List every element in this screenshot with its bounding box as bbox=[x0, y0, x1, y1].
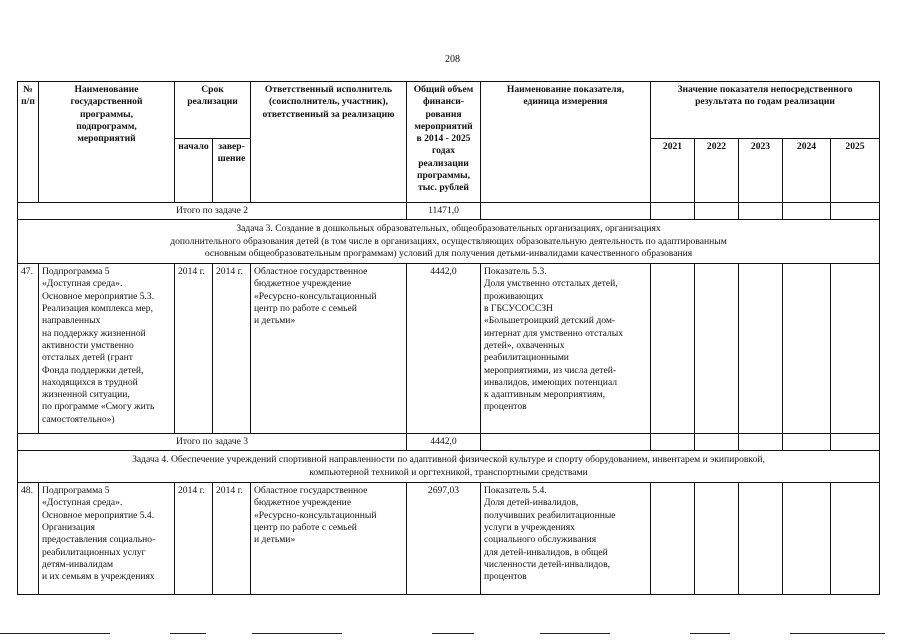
table-row-47 bbox=[18, 264, 880, 434]
empty-cell bbox=[651, 203, 695, 220]
program-table bbox=[17, 81, 880, 595]
empty-cell bbox=[695, 264, 739, 434]
empty-cell bbox=[739, 203, 783, 220]
row48-volume: 2697,03 bbox=[407, 483, 481, 595]
empty-cell bbox=[695, 434, 739, 451]
empty-cell bbox=[831, 203, 880, 220]
row48-num: 48. bbox=[18, 483, 39, 595]
header-responsible: Ответственный исполнитель (соисполнитель, участник), ответственный за реализацию bbox=[251, 82, 407, 203]
empty-cell bbox=[695, 483, 739, 595]
empty-cell bbox=[739, 264, 783, 434]
empty-cell bbox=[783, 264, 831, 434]
header-term: Срок реализации bbox=[175, 82, 251, 139]
row47-name: Подпрограмма 5 «Доступная среда». Основное мероприятие 5.3. Реализация комплекса мер, направленных на поддержку жизненной активности умственно отсталых детей (грант Фонда поддержки детей, находящихся в трудной жизненной ситуации, по программе «Смогу жить самостоятельно») bbox=[39, 264, 175, 434]
empty-cell bbox=[783, 203, 831, 220]
header-num: № п/п bbox=[18, 82, 39, 203]
total-task2-value: 11471,0 bbox=[407, 203, 481, 220]
row48-responsible: Областное государственное бюджетное учреждение «Ресурсно-консультационный центр по работе с семьей и детьми» bbox=[251, 483, 407, 595]
empty-cell bbox=[739, 434, 783, 451]
empty-cell bbox=[739, 483, 783, 595]
header-year-2023: 2023 bbox=[739, 139, 783, 203]
empty-cell bbox=[831, 434, 880, 451]
header-volume: Общий объем финанси- рования мероприятий в 2014 - 2025 годах реализации программы, тыс. рублей bbox=[407, 82, 481, 203]
table-row-48 bbox=[18, 483, 880, 595]
task3-row bbox=[18, 220, 880, 264]
task4-title: Задача 4. Обеспечение учреждений спортивной направленности по адаптивной физической культуре и спорту оборудованием, инвентарем и экипировкой, компьютерной техникой и оргтехникой, транспортными средствами bbox=[18, 451, 880, 483]
empty-cell bbox=[783, 434, 831, 451]
row47-indicator: Показатель 5.3. Доля умственно отсталых детей, проживающих в ГБСУСОССЗН «Большетроицкий детский дом- интернат для умственно отсталых детей», охваченных реабилитационными мероприятиями, из числа детей- инвалидов, имеющих потенциал к адаптивным мероприятиям, процентов bbox=[481, 264, 651, 434]
empty-cell bbox=[651, 483, 695, 595]
row48-name: Подпрограмма 5 «Доступная среда». Основное мероприятие 5.4. Организация предоставления социально- реабилитационных услуг детям-инвалидам и их семьям в учреждениях bbox=[39, 483, 175, 595]
empty-cell bbox=[481, 434, 651, 451]
empty-cell bbox=[651, 434, 695, 451]
row47-volume: 4442,0 bbox=[407, 264, 481, 434]
row47-start: 2014 г. bbox=[175, 264, 213, 434]
row47-responsible: Областное государственное бюджетное учреждение «Ресурсно-консультационный центр по работе с семьей и детьми» bbox=[251, 264, 407, 434]
row47-end: 2014 г. bbox=[213, 264, 251, 434]
empty-cell bbox=[783, 483, 831, 595]
bottom-edge-dashes bbox=[0, 627, 905, 640]
header-year-2025: 2025 bbox=[831, 139, 880, 203]
header-term-start: начало bbox=[175, 139, 213, 203]
task3-title: Задача 3. Создание в дошкольных образовательных, общеобразовательных организациях, организациях дополнительного образования детей (в том числе в организациях, осуществляющих образовательную деятельность по адаптированным основным общеобразовательным программам) условий для получения детьми-инвалидами качественного образования bbox=[18, 220, 880, 264]
empty-cell bbox=[481, 203, 651, 220]
total-row-task3 bbox=[18, 434, 880, 451]
header-name: Наименование государственной программы, подпрограмм, мероприятий bbox=[39, 82, 175, 203]
header-year-2021: 2021 bbox=[651, 139, 695, 203]
empty-cell bbox=[651, 264, 695, 434]
header-year-2024: 2024 bbox=[783, 139, 831, 203]
header-values: Значение показателя непосредственного результата по годам реализации bbox=[651, 82, 880, 139]
total-task2-label: Итого по задаче 2 bbox=[18, 203, 407, 220]
page-number: 208 bbox=[445, 54, 460, 65]
row47-num: 47. bbox=[18, 264, 39, 434]
total-task3-value: 4442,0 bbox=[407, 434, 481, 451]
header-row bbox=[18, 82, 880, 139]
row48-end: 2014 г. bbox=[213, 483, 251, 595]
header-year-2022: 2022 bbox=[695, 139, 739, 203]
empty-cell bbox=[831, 264, 880, 434]
header-indicator: Наименование показателя, единица измерения bbox=[481, 82, 651, 203]
header-term-end: завер- шение bbox=[213, 139, 251, 203]
total-row-task2 bbox=[18, 203, 880, 220]
task4-row bbox=[18, 451, 880, 483]
total-task3-label: Итого по задаче 3 bbox=[18, 434, 407, 451]
empty-cell bbox=[831, 483, 880, 595]
empty-cell bbox=[695, 203, 739, 220]
row48-indicator: Показатель 5.4. Доля детей-инвалидов, получивших реабилитационные услуги в учреждениях социального обслуживания для детей-инвалидов, в общей численности детей-инвалидов, процентов bbox=[481, 483, 651, 595]
row48-start: 2014 г. bbox=[175, 483, 213, 595]
